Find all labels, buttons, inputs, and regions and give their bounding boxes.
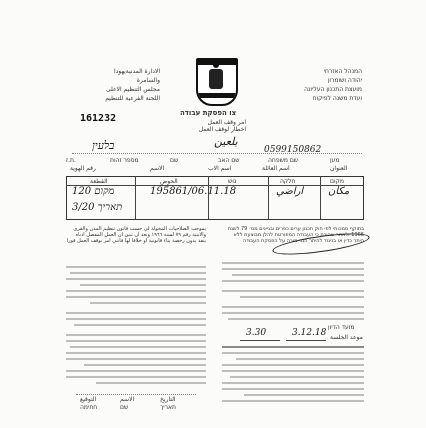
field-label-he-4: שם האב	[218, 157, 240, 164]
body-paragraph-ar: بموجب الصلاحيات المخولة لي حسب قانون تنظيم المدن والقرى والابنية رقم ٧٩ لسنة ١٩٦٦ وبعد ان تبين ان العمل المفصل ادناه ينفذ بدون رخصة بناء قانونية او خلافا لها فانني امر بوقف العمل فورا	[66, 226, 206, 244]
table-header-3: גוש	[228, 178, 237, 185]
field-label-he-3: שם	[170, 157, 179, 164]
order-title-ar: امر وقف العمل	[207, 119, 246, 126]
header-left-line-3: مجلس التنظيم الاعلى	[105, 86, 160, 93]
handwritten-block: מקום 120	[72, 186, 115, 197]
header-left-line-1: الادارة المدنيةيهودا	[113, 68, 160, 75]
order-note-ar: اخطار لوقف العمل	[198, 126, 246, 133]
header-right-line-3: מועצת התכנון העליונה	[304, 86, 362, 93]
field-label-he-2: מספר זהות	[110, 157, 139, 164]
field-label-ar-2: الاسم	[150, 165, 165, 172]
hearing-label-ar: موعد الجلسة	[330, 334, 363, 341]
handwritten-plot: 195861/06.11.18	[150, 186, 237, 197]
field-label-ar-3: اسم الاب	[208, 165, 232, 172]
footer-label-he-2: שם	[120, 404, 129, 411]
footer-label-ar-1: التوقيع	[80, 396, 97, 403]
header-left-line-2: والسامرة	[136, 77, 160, 84]
header-left-line-4: اللجنة الفرعية للتنظيم	[105, 95, 160, 102]
handwritten-area-ar: اراضي	[276, 186, 304, 197]
order-title-he: צו הפסקת עבודה	[180, 109, 237, 117]
footer-label-he-3: תאריך	[160, 404, 176, 411]
header-right-line-4: ועדת משנה לפיקוח	[312, 95, 362, 102]
hearing-hour: 3.30	[246, 328, 267, 338]
footer-label-ar-2: الاسم	[120, 396, 135, 403]
table-header-4: חלקה	[280, 178, 296, 185]
table-header-5: מקום	[330, 178, 344, 185]
hearing-label-he: מועד הדיון	[328, 324, 355, 331]
handwritten-name-ar: بلعين	[214, 135, 238, 148]
field-label-ar-1: رقم الهوية	[70, 165, 96, 172]
emblem-icon	[196, 58, 238, 106]
field-label-he-5: שם משפחה	[268, 157, 299, 164]
footer-label-he-1: חתימה	[80, 404, 98, 411]
field-label-he-1: ת.ז.	[66, 157, 76, 164]
field-label-ar-5: العنوان	[330, 165, 348, 172]
serial-number: 161232	[80, 113, 117, 124]
hearing-date: 3.12.18	[292, 328, 327, 338]
footer-label-ar-3: التاريخ	[160, 396, 176, 403]
header-right-line-2: יהודה ושומרון	[327, 77, 362, 84]
field-label-ar-4: اسم العائلة	[262, 165, 290, 172]
handwritten-id: 0599150862	[264, 145, 322, 155]
handwritten-block-ar: مكان	[328, 186, 350, 197]
handwritten-parcel: תאריך 3/20	[72, 202, 123, 213]
handwritten-name: בלעין	[92, 139, 115, 152]
table-header-2: الحوض	[160, 178, 178, 185]
body-paragraph-he: בתוקף סמכותי לפי חוק תכנון ערים כפרים ובניינים מס׳ 79 לשנת 1966 ולאחר שהוכח כי העבודה המפורטת להלן מבוצעת ללא היתר כדין או בניגוד להיתר הנני מורה על הפסקת העבודה	[227, 226, 364, 244]
field-label-he-6: מען	[330, 157, 340, 164]
header-right-line-1: המנהל האזרחי	[323, 68, 362, 75]
table-header-1: القطعة	[90, 178, 108, 185]
